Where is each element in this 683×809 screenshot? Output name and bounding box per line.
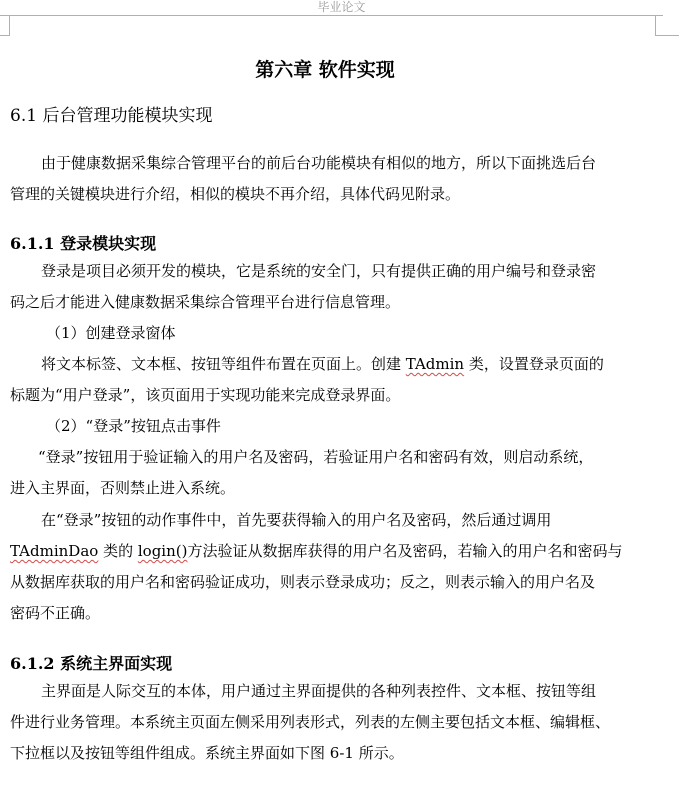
text-line (10, 536, 640, 567)
subsection-heading-login: 6.1.1 登录模块实现 (10, 234, 157, 253)
text-line: 主界面是人际交互的本体，用户通过主界面提供的各种列表控件、文本框、按钮等组 (41, 682, 597, 700)
subsection-heading-main: 6.1.2 系统主界面实现 (10, 654, 173, 673)
list-item-label: （2）“登录”按钮点击事件 (46, 417, 221, 435)
header-title: 毕业论文 (317, 0, 366, 14)
text-line (10, 349, 640, 380)
text-line: 密码不正确。 (10, 604, 101, 622)
text-line: 登录是项目必须开发的模块，它是系统的安全门，只有提供正确的用户编号和登录密 (41, 262, 597, 280)
text-line: 下拉框以及按钮等组件组成。系统主界面如下图 6-1 所示。 (10, 744, 404, 762)
list-item-label: （1）创建登录窗体 (46, 324, 176, 342)
text-line: 件进行业务管理。本系统主页面左侧采用列表形式，列表的左侧主要包括文本框、编辑框、 (10, 713, 611, 731)
text-run: 类的 (98, 542, 138, 560)
intro-paragraph (10, 148, 640, 210)
text-line: 从数据库获取的用户名和密码验证成功，则表示登录成功；反之，则表示输入的用户名及 (10, 573, 596, 591)
text-run: 方法验证从数据库获得的用户名及密码，若输入的用户名和密码与 (187, 542, 623, 560)
code-term-tadmin: TAdmin (405, 355, 465, 373)
code-term-login: login() (137, 542, 188, 560)
chapter-title: 第六章 软件实现 (255, 59, 395, 81)
code-term-tadmindao: TAdminDao (10, 542, 99, 560)
crop-mark-right (655, 16, 679, 36)
text-line: 由于健康数据采集综合管理平台的前后台功能模块有相似的地方，所以下面挑选后台 (41, 154, 597, 172)
login-description-paragraph (10, 256, 640, 318)
text-run: 将文本标签、文本框、按钮等组件布置在页面上。创建 (41, 355, 406, 373)
login-event-paragraph (10, 505, 640, 629)
page-header (0, 0, 683, 40)
step2-title (10, 411, 640, 442)
text-line: 进入主界面，否则禁止进入系统。 (10, 479, 236, 497)
main-interface-paragraph (10, 676, 640, 769)
header-rule (0, 15, 663, 16)
text-line: 在“登录”按钮的动作事件中，首先要获得输入的用户名及密码，然后通过调用 (41, 511, 552, 529)
crop-mark-left (0, 16, 10, 36)
text-run: 类，设置登录页面的 (464, 355, 604, 373)
text-line: “登录”按钮用于验证输入的用户名及密码，若验证用户名和密码有效，则启动系统， (38, 448, 594, 466)
text-line: 管理的关键模块进行介绍，相似的模块不再介绍，具体代码见附录。 (10, 185, 461, 203)
text-line: 码之后才能进入健康数据采集综合管理平台进行信息管理。 (10, 293, 401, 311)
step1-title (10, 318, 640, 349)
section-heading: 6.1 后台管理功能模块实现 (10, 106, 213, 126)
step2-paragraph (10, 442, 640, 504)
text-line: 标题为“用户登录”，该页面用于实现功能来完成登录界面。 (10, 386, 401, 404)
step1-paragraph (10, 349, 640, 411)
